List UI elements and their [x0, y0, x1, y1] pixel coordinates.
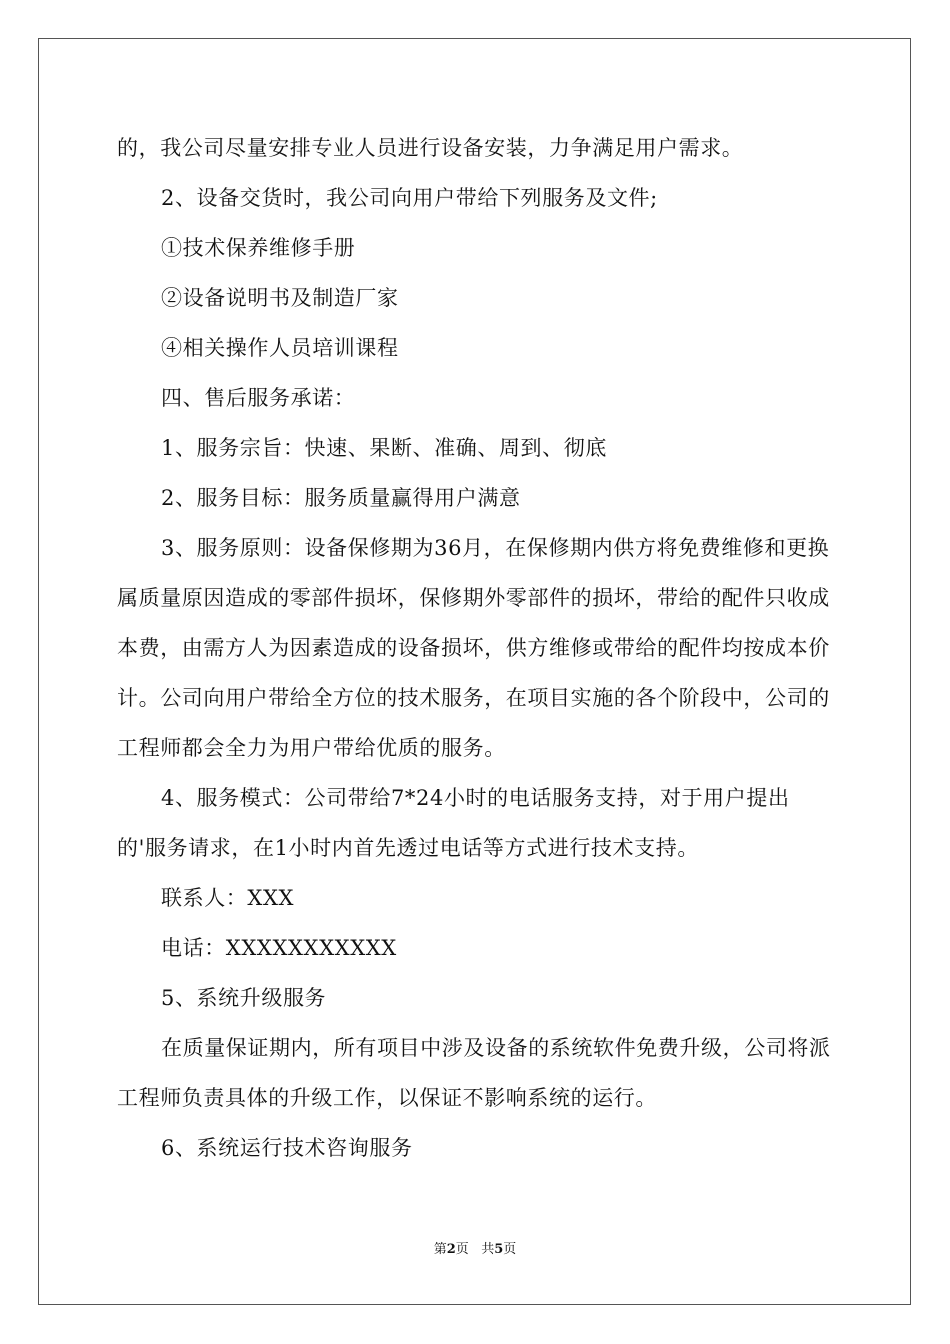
section-heading-after-sales: 四、售后服务承诺：: [161, 386, 356, 410]
list-item-training-course: ④相关操作人员培训课程: [161, 336, 399, 360]
list-item-maintenance-manual: ①技术保养维修手册: [161, 236, 356, 260]
heading-technical-consulting: 6、系统运行技术咨询服务: [161, 1136, 413, 1160]
total-prefix: 共: [481, 1242, 495, 1257]
total-suffix: 页: [503, 1242, 517, 1257]
paragraph-service-goal: 2、服务目标：服务质量赢得用户满意: [161, 486, 521, 510]
total-pages: 5: [494, 1242, 504, 1257]
heading-system-upgrade: 5、系统升级服务: [161, 986, 327, 1010]
paragraph-delivery-services: 2、设备交货时，我公司向用户带给下列服务及文件;: [161, 186, 658, 210]
contact-phone: 电话：XXXXXXXXXXX: [161, 936, 397, 960]
paragraph-system-upgrade: 在质量保证期内，所有项目中涉及设备的系统软件免费升级，公司将派工程师负责具体的升级工作，以保证不影响系统的运行。: [117, 1036, 831, 1110]
paragraph-service-principle: 3、服务原则：设备保修期为36月，在保修期内供方将免费维修和更换属质量原因造成的零部件损坏，保修期外零部件的损坏，带给的配件只收成本费，由需方人为因素造成的设备损坏，供方维修或带给的配件均按成本价计。公司向用户带给全方位的技术服务，在项目实施的各个阶段中，公司的工程师都会全力为用户带给优质的服务。: [117, 536, 830, 760]
contact-person: 联系人：XXX: [161, 886, 295, 910]
document-body: [117, 123, 837, 1173]
paragraph-service-mode: 4、服务模式：公司带给7*24小时的电话服务支持，对于用户提出的'服务请求，在1小时内首先透过电话等方式进行技术支持。: [117, 786, 790, 860]
page-suffix: 页: [455, 1242, 469, 1257]
paragraph-continuation: 的，我公司尽量安排专业人员进行设备安装，力争满足用户需求。: [117, 136, 744, 160]
paragraph-service-purpose: 1、服务宗旨：快速、果断、准确、周到、彻底: [161, 436, 607, 460]
page-prefix: 第: [433, 1242, 447, 1257]
list-item-equipment-manual: ②设备说明书及制造厂家: [161, 286, 399, 310]
page-footer: [0, 1238, 950, 1257]
page-number: 2: [446, 1242, 456, 1257]
